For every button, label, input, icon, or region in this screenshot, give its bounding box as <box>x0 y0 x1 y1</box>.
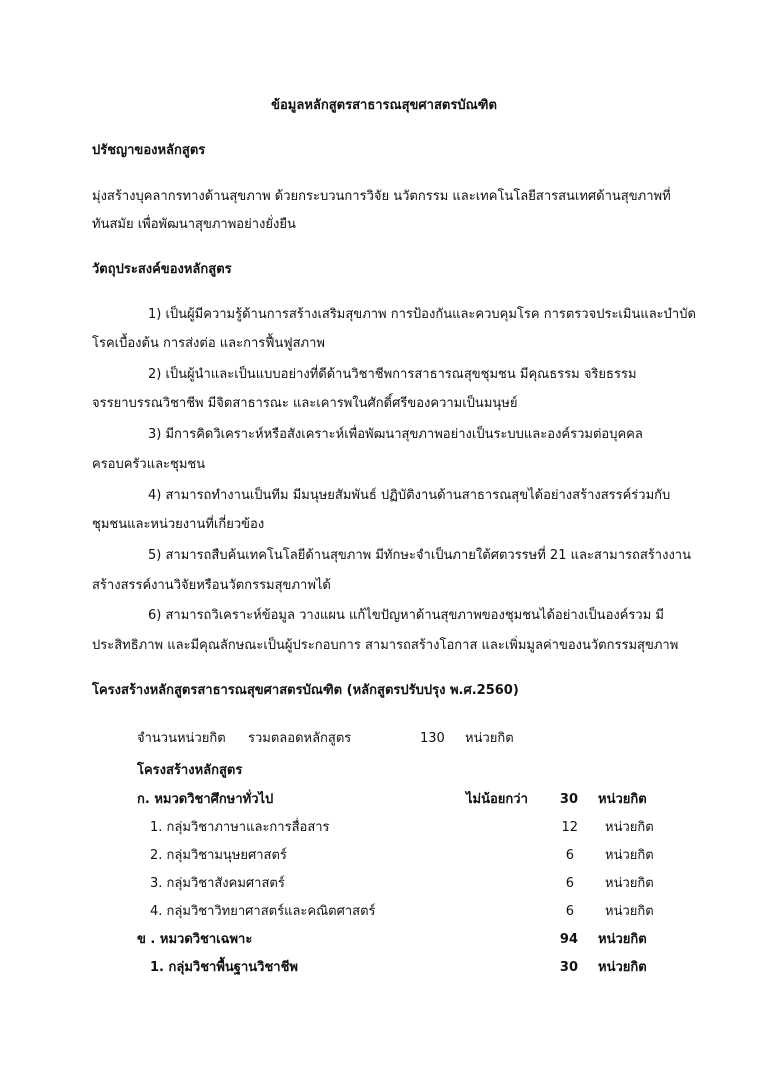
objective-4-line-2: ชุมชนและหน่วยงานที่เกี่ยวข้อง <box>92 517 265 532</box>
general-item-2-credits: 6 <box>565 848 574 863</box>
objective-5-line-2: สร้างสรรค์งานวิจัยหรือนวัตกรรมสุขภาพได้ <box>92 578 331 593</box>
specific-item-1-label: 1. กลุ่มวิชาพื้นฐานวิชาชีพ <box>150 960 298 975</box>
general-item-4-unit: หน่วยกิต <box>605 904 654 919</box>
general-item-1-label: 1. กลุ่มวิชาภาษาและการสื่อสาร <box>150 820 330 835</box>
general-item-3-unit: หน่วยกิต <box>605 876 654 891</box>
general-category-qualifier: ไม่น้อยกว่า <box>466 792 528 807</box>
general-category-credits: 30 <box>559 792 578 807</box>
specific-category-unit: หน่วยกิต <box>598 932 647 947</box>
philosophy-heading: ปรัชญาของหลักสูตร <box>92 143 206 158</box>
objective-6-line-1: 6) สามารถวิเคราะห์ข้อมูล วางแผน แก้ไขปัญหาด้านสุขภาพของชุมชนได้อย่างเป็นองค์รวม มี <box>148 608 664 623</box>
specific-item-1-unit: หน่วยกิต <box>598 960 647 975</box>
specific-category-label: ข . หมวดวิชาเฉพาะ <box>137 932 253 947</box>
credits-total: 130 <box>420 731 445 746</box>
page-title: ข้อมูลหลักสูตรสาธารณสุขศาสตรบัณฑิต <box>271 98 497 113</box>
general-item-3-label: 3. กลุ่มวิชาสังคมศาสตร์ <box>150 876 285 891</box>
general-item-3-credits: 6 <box>565 876 574 891</box>
credits-label: จำนวนหน่วยกิต <box>137 731 226 746</box>
objective-3-line-1: 3) มีการคิดวิเคราะห์หรือสังเคราะห์เพื่อพัฒนาสุขภาพอย่างเป็นระบบและองค์รวมต่อบุคคล <box>148 427 643 442</box>
objective-4-line-1: 4) สามารถทำงานเป็นทีม มีมนุษยสัมพันธ์ ปฏิบัติงานด้านสาธารณสุขได้อย่างสร้างสรรค์ร่วมกับ <box>148 488 671 503</box>
credits-unit: หน่วยกิต <box>465 731 514 746</box>
general-item-2-unit: หน่วยกิต <box>605 848 654 863</box>
philosophy-line-2: ทันสมัย เพื่อพัฒนาสุขภาพอย่างยั่งยืน <box>92 217 296 232</box>
general-category-label: ก. หมวดวิชาศึกษาทั่วไป <box>137 792 274 807</box>
specific-category-credits: 94 <box>559 932 578 947</box>
objective-5-line-1: 5) สามารถสืบค้นเทคโนโลยีด้านสุขภาพ มีทักษะจำเป็นภายใต้ศตวรรษที่ 21 และสามารถสร้างงาน <box>148 548 691 563</box>
objective-6-line-2: ประสิทธิภาพ และมีคุณลักษณะเป็นผู้ประกอบการ สามารถสร้างโอกาส และเพิ่มมูลค่าของนวัตกรรมสุขภาพ <box>92 638 679 653</box>
objective-2-line-2: จรรยาบรรณวิชาชีพ มีจิตสาธารณะ และเคารพในศักดิ์ศรีของความเป็นมนุษย์ <box>92 396 518 411</box>
philosophy-line-1: มุ่งสร้างบุคลากรทางด้านสุขภาพ ด้วยกระบวนการวิจัย นวัตกรรม และเทคโนโลยีสารสนเทศด้านสุขภาพที่ <box>92 189 671 204</box>
structure-heading: โครงสร้างหลักสูตรสาธารณสุขศาสตรบัณฑิต (หลักสูตรปรับปรุง พ.ศ.2560) <box>92 683 519 698</box>
general-item-4-label: 4. กลุ่มวิชาวิทยาศาสตร์และคณิตศาสตร์ <box>150 904 376 919</box>
objectives-heading: วัตถุประสงค์ของหลักสูตร <box>92 262 232 277</box>
objective-1-line-2: โรคเบื้องต้น การส่งต่อ และการฟื้นฟูสภาพ <box>92 336 325 351</box>
credits-total-label: รวมตลอดหลักสูตร <box>248 731 352 746</box>
structure-subheading: โครงสร้างหลักสูตร <box>137 763 243 778</box>
general-item-1-credits: 12 <box>561 820 578 835</box>
objective-2-line-1: 2) เป็นผู้นำและเป็นแบบอย่างที่ดีด้านวิชาชีพการสาธารณสุขชุมชน มีคุณธรรม จริยธรรม <box>148 367 637 382</box>
general-category-unit: หน่วยกิต <box>598 792 647 807</box>
general-item-2-label: 2. กลุ่มวิชามนุษยศาสตร์ <box>150 848 287 863</box>
objective-3-line-2: ครอบครัวและชุมชน <box>92 457 206 472</box>
objective-1-line-1: 1) เป็นผู้มีความรู้ด้านการสร้างเสริมสุขภาพ การป้องกันและควบคุมโรค การตรวจประเมินและบำบัด <box>148 307 696 322</box>
general-item-4-credits: 6 <box>565 904 574 919</box>
specific-item-1-credits: 30 <box>559 960 578 975</box>
general-item-1-unit: หน่วยกิต <box>605 820 654 835</box>
